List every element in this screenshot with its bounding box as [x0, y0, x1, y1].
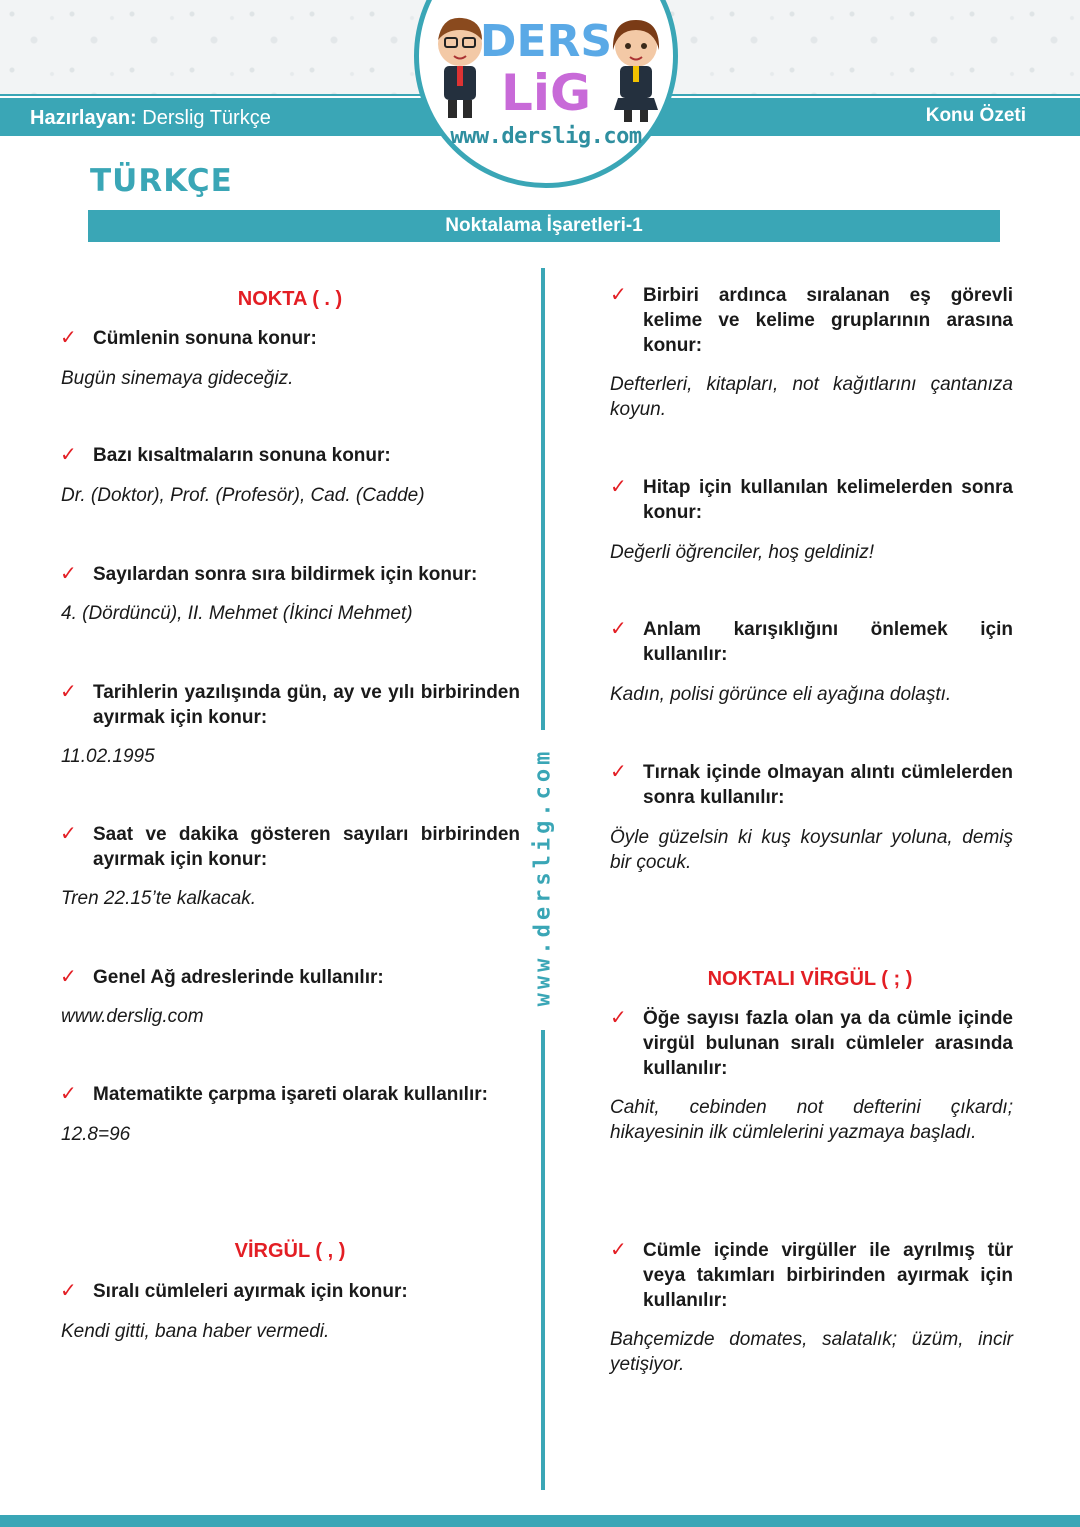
page-title: Noktalama İşaretleri-1	[88, 210, 1000, 242]
girl-mascot-icon	[613, 20, 659, 122]
column-divider-top	[541, 268, 545, 730]
rule-item: ✓ Tırnak içinde olmayan alıntı cümlelerden sonra kullanılır:	[610, 761, 1013, 808]
rule-item: ✓ Bazı kısaltmaların sonuna konur:	[60, 444, 391, 466]
rule-item: ✓ Saat ve dakika gösteren sayıları birbirinden ayırmak için konur:	[60, 823, 520, 870]
check-icon: ✓	[610, 761, 627, 783]
example-text: Bahçemizde domates, salatalık; üzüm, incir yetişiyor.	[610, 1329, 1013, 1375]
check-icon: ✓	[610, 1239, 627, 1261]
check-icon: ✓	[610, 476, 627, 498]
check-icon: ✓	[60, 966, 77, 988]
check-icon: ✓	[610, 618, 627, 640]
summary-label: Konu Özeti	[925, 105, 1026, 126]
footer-bar	[0, 1515, 1080, 1527]
rule-item: ✓ Birbiri ardınca sıralanan eş görevli kelime ve kelime gruplarının arasına konur:	[610, 284, 1013, 356]
example-text: Bugün sinemaya gideceğiz.	[61, 368, 294, 389]
example-text: Kendi gitti, bana haber vermedi.	[61, 1321, 330, 1342]
rule-item: ✓ Cümle içinde virgüller ile ayrılmış tür veya takımları birbirinden ayırmak için kullanılır:	[610, 1239, 1013, 1311]
example-text: Kadın, polisi görünce eli ayağına dolaştı.	[610, 684, 952, 705]
check-icon: ✓	[60, 327, 77, 349]
check-icon: ✓	[60, 1083, 77, 1105]
check-icon: ✓	[60, 823, 77, 845]
section-heading-noktali-virgul: NOKTALI VİRGÜL ( ; )	[707, 968, 913, 990]
example-text: 4. (Dördüncü), II. Mehmet (İkinci Mehmet)	[61, 603, 413, 624]
example-text: Defterleri, kitapları, not kağıtlarını çantanıza koyun.	[610, 374, 1013, 420]
logo-text-bottom: LiG	[500, 64, 592, 122]
example-text: Cahit, cebinden not defterini çıkardı; hikayesinin ilk cümlelerini yazmaya başladı.	[610, 1097, 1013, 1143]
check-icon: ✓	[610, 1007, 627, 1029]
rule-item: ✓ Anlam karışıklığını önlemek için kullanılır:	[610, 618, 1013, 665]
rule-item: ✓ Sayılardan sonra sıra bildirmek için konur:	[60, 563, 478, 585]
example-text: 11.02.1995	[61, 746, 155, 767]
check-icon: ✓	[60, 444, 77, 466]
check-icon: ✓	[60, 1280, 77, 1302]
example-text: Dr. (Doktor), Prof. (Profesör), Cad. (Cadde)	[61, 485, 425, 506]
rule-item: ✓ Tarihlerin yazılışında gün, ay ve yılı birbirinden ayırmak için konur:	[60, 681, 520, 728]
rule-item: ✓ Sıralı cümleleri ayırmak için konur:	[60, 1280, 408, 1302]
boy-mascot-icon	[438, 18, 482, 118]
rule-item: ✓ Genel Ağ adreslerinde kullanılır:	[60, 966, 384, 988]
section-heading-virgul: VİRGÜL ( , )	[234, 1240, 346, 1262]
subject-title: TÜRKÇE	[90, 163, 233, 199]
example-text: Değerli öğrenciler, hoş geldiniz!	[610, 542, 875, 563]
check-icon: ✓	[60, 681, 77, 703]
rule-item: ✓ Matematikte çarpma işareti olarak kullanılır:	[60, 1083, 488, 1105]
logo-text-top: DERS	[479, 16, 613, 67]
logo-url: www.derslig.com	[450, 124, 642, 149]
rule-item: ✓ Cümlenin sonuna konur:	[60, 327, 317, 349]
example-text: www.derslig.com	[61, 1006, 204, 1027]
section-heading-nokta: NOKTA ( . )	[237, 288, 343, 310]
column-divider-bottom	[541, 1030, 545, 1490]
prepared-by: Hazırlayan: Derslig Türkçe	[30, 107, 271, 129]
rule-item: ✓ Hitap için kullanılan kelimelerden sonra konur:	[610, 476, 1013, 523]
example-text: 12.8=96	[61, 1124, 131, 1145]
check-icon: ✓	[610, 284, 627, 306]
rule-item: ✓ Öğe sayısı fazla olan ya da cümle içinde virgül bulunan sıralı cümleler arasında kullanılır:	[610, 1007, 1013, 1079]
logo-mascots	[414, 0, 678, 130]
example-text: Öyle güzelsin ki kuş koysunlar yoluna, demiş bir çocuk.	[610, 827, 1013, 873]
example-text: Tren 22.15’te kalkacak.	[61, 888, 257, 909]
check-icon: ✓	[60, 563, 77, 585]
